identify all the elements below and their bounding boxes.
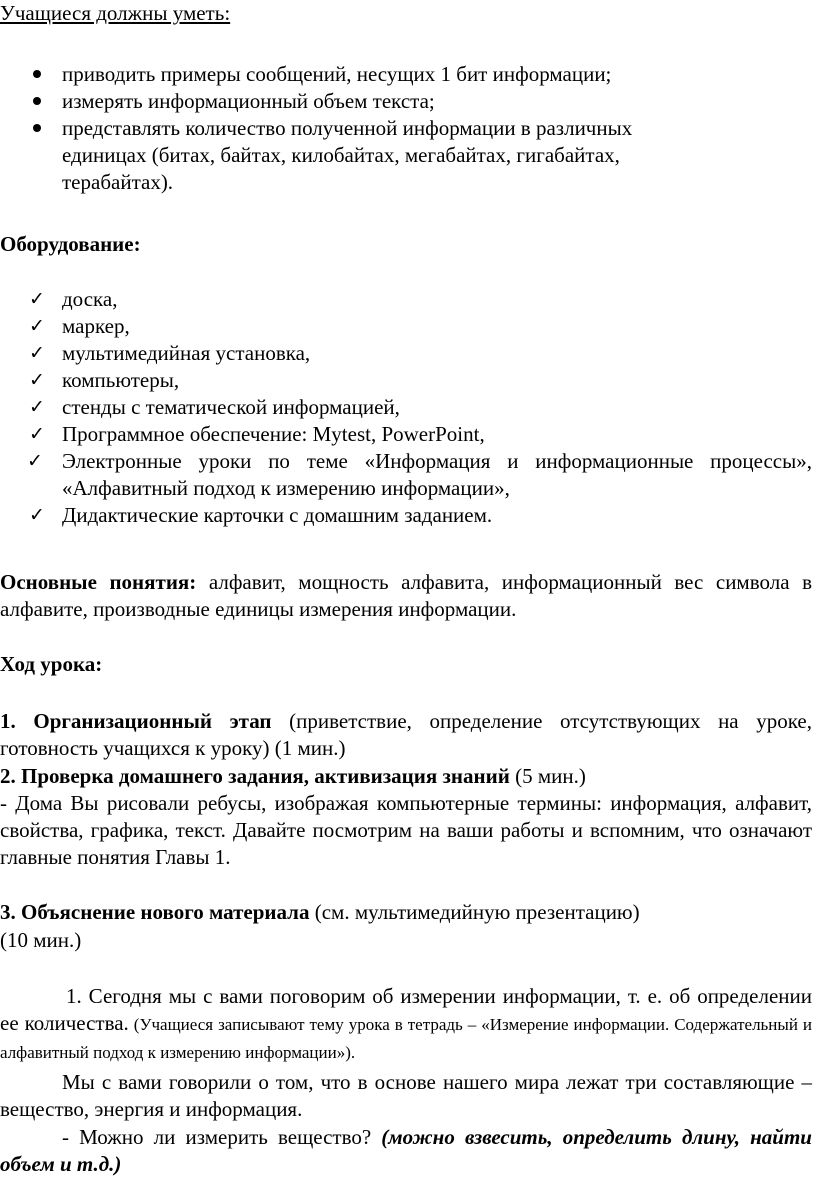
checkmark-icon: ✓	[27, 450, 43, 472]
step1-paragraph: 1. Организационный этап (приветствие, определение отсутствующих на уроке, готовность учащихся к уроку) (1 мин.)	[0, 709, 812, 760]
list-item: представлять количество полученной информации в различных единицах (битах, байтах, килобайтах, мегабайтах, гигабайтах, терабайтах).	[0, 115, 780, 196]
question-paragraph: - Можно ли измерить вещество? (можно взвесить, определить длину, найти объем и т.д.)	[0, 1125, 812, 1176]
list-item: ✓ стенды с тематической информацией,	[0, 394, 812, 421]
step2-paragraph: - Дома Вы рисовали ребусы, изображая компьютерные термины: информация, алфавит, свойства, графика, текст. Давайте посмотрим на ваши работы и вспомним, что означают главные понятия Главы 1.	[0, 791, 812, 869]
checkmark-icon: ✓	[29, 315, 45, 337]
step3-time: (10 мин.)	[0, 928, 82, 952]
list-item: ✓ мультимедийная установка,	[0, 340, 812, 367]
skills-list	[0, 61, 780, 196]
concepts-paragraph: Основные понятия: алфавит, мощность алфавита, информационный вес символа в алфавите, производные единицы измерения информации.	[0, 570, 812, 621]
list-item: ✓ Электронные уроки по теме «Информация и информационные процессы», «Алфавитный подход к измерению информации»,	[27, 449, 812, 500]
checkmark-icon: ✓	[29, 288, 45, 310]
step2-heading: 2. Проверка домашнего задания, активизация знаний (5 мин.)	[0, 764, 586, 788]
lesson-heading: Ход урока:	[0, 652, 103, 676]
bullet-icon	[27, 88, 47, 115]
checkmark-icon: ✓	[29, 369, 45, 391]
skills-heading: Учащиеся должны уметь:	[0, 1, 231, 25]
list-item: ✓ Дидактические карточки с домашним заданием.	[0, 502, 812, 529]
list-item: ✓ маркер,	[0, 313, 812, 340]
list-item: ✓ Программное обеспечение: Mytest, PowerPoint,	[0, 421, 812, 448]
equipment-list	[0, 286, 812, 529]
list-item: приводить примеры сообщений, несущих 1 бит информации;	[0, 61, 780, 88]
list-item: измерять информационный объем текста;	[0, 88, 780, 115]
equipment-heading: Оборудование:	[0, 232, 141, 256]
bullet-icon	[27, 61, 47, 88]
components-paragraph: Мы с вами говорили о том, что в основе нашего мира лежат три составляющие – вещество, энергия и информация.	[0, 1070, 812, 1121]
checkmark-icon: ✓	[29, 423, 45, 445]
list-item: ✓ компьютеры,	[0, 367, 812, 394]
intro-paragraph: 1. Сегодня мы с вами поговорим об измерении информации, т. е. об определении ее количества. (Учащиеся записывают тему урока в тетрадь – «Измерение информации. Содержательный и алфавитный подход к измерению информации»).	[0, 984, 812, 1062]
checkmark-icon: ✓	[29, 396, 45, 418]
bullet-icon	[27, 115, 47, 142]
checkmark-icon: ✓	[29, 504, 45, 526]
checkmark-icon: ✓	[29, 342, 45, 364]
step3-heading: 3. Объяснение нового материала (см. мультимедийную презентацию)	[0, 900, 640, 924]
list-item: ✓ доска,	[0, 286, 812, 313]
